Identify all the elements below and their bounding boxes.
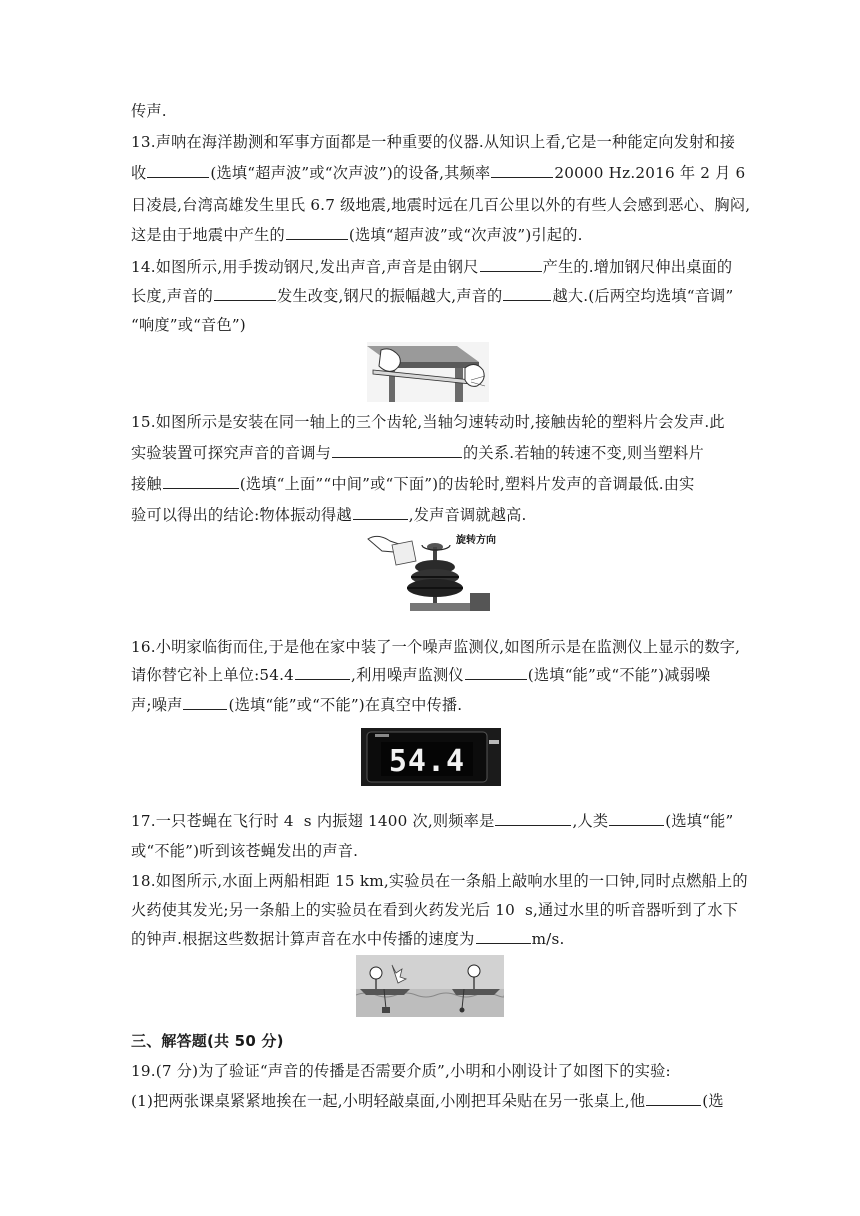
q18-line-1: 18.如图所示,水面上两船相距 15 km,实验员在一条船上敲响水里的一口钟,同时点燃船上的 bbox=[131, 872, 748, 890]
q15-line-4: 验可以得出的结论:物体振动得越 ,发声音调就越高. bbox=[131, 506, 527, 524]
q18-line-2: 火药使其发光;另一条船上的实验员在看到火药发光后 10 s,通过水里的听音器听到了水下 bbox=[131, 901, 739, 919]
answer-blank[interactable] bbox=[465, 664, 527, 680]
q14-line-2: 长度,声音的 发生改变,钢尺的振幅越大,声音的 越大.(后两空均选填“音调” bbox=[131, 287, 734, 305]
answer-blank[interactable] bbox=[503, 285, 551, 301]
rotation-direction-label: 旋转方向 bbox=[456, 535, 496, 546]
q17-line-1: 17.一只苍蝇在飞行时 4 s 内振翅 1400 次,则频率是 ,人类 (选填“能” bbox=[131, 812, 734, 830]
answer-blank[interactable] bbox=[183, 694, 227, 710]
q15-line-2: 实验装置可探究声音的音调与 的关系.若轴的转速不变,则当塑料片 bbox=[131, 444, 704, 462]
answer-blank[interactable] bbox=[295, 664, 350, 680]
answer-blank[interactable] bbox=[163, 473, 239, 489]
answer-blank[interactable] bbox=[495, 810, 571, 826]
q14-line-3: “响度”或“音色”) bbox=[131, 316, 246, 334]
q19-line-2: (1)把两张课桌紧紧地挨在一起,小明轻敲桌面,小刚把耳朵贴在另一张桌上,他 (选 bbox=[131, 1092, 724, 1110]
figure-ruler-on-table bbox=[367, 342, 489, 402]
q15-line-3: 接触 (选填“上面”“中间”或“下面”)的齿轮时,塑料片发声的音调最低.由实 bbox=[131, 475, 695, 493]
q13-line-4: 这是由于地震中产生的 (选填“超声波”或“次声波”)引起的. bbox=[131, 226, 583, 244]
q18-line-3: 的钟声.根据这些数据计算声音在水中传播的速度为 m/s. bbox=[131, 930, 565, 948]
answer-blank[interactable] bbox=[491, 162, 553, 178]
figure-gears bbox=[360, 533, 500, 623]
q13-line-2: 收 (选填“超声波”或“次声波”)的设备,其频率 20000 Hz.2016 年 2 月 6 bbox=[131, 164, 746, 182]
answer-blank[interactable] bbox=[609, 810, 664, 826]
q16-line-3: 声;噪声 (选填“能”或“不能”)在真空中传播. bbox=[131, 696, 463, 714]
answer-blank[interactable] bbox=[646, 1090, 701, 1106]
q16-line-1: 16.小明家临街而住,于是他在家中装了一个噪声监测仪,如图所示是在监测仪上显示的数字, bbox=[131, 638, 741, 656]
answer-blank[interactable] bbox=[286, 224, 348, 240]
figure-two-boats bbox=[356, 955, 504, 1017]
q16-line-2: 请你替它补上单位:54.4 ,利用噪声监测仪 (选填“能”或“不能”)减弱噪 bbox=[131, 666, 711, 684]
previous-answer-tail: 传声. bbox=[131, 102, 167, 120]
q13-line-3: 日凌晨,台湾高雄发生里氏 6.7 级地震,地震时远在几百公里以外的有些人会感到恶心、胸闷, bbox=[131, 196, 751, 214]
section-3-heading: 三、解答题(共 50 分) bbox=[131, 1032, 284, 1050]
answer-blank[interactable] bbox=[214, 285, 276, 301]
q19-line-1: 19.(7 分)为了验证“声音的传播是否需要介质”,小明和小刚设计了如图下的实验: bbox=[131, 1062, 671, 1080]
answer-blank[interactable] bbox=[332, 442, 462, 458]
noise-display-value: 54.4 bbox=[388, 744, 466, 779]
figure-noise-monitor bbox=[361, 728, 501, 786]
q15-line-1: 15.如图所示是安装在同一轴上的三个齿轮,当轴匀速转动时,接触齿轮的塑料片会发声.此 bbox=[131, 413, 725, 431]
answer-blank[interactable] bbox=[476, 928, 531, 944]
answer-blank[interactable] bbox=[353, 504, 408, 520]
answer-blank[interactable] bbox=[480, 256, 542, 272]
q13-line-1: 13.声呐在海洋勘测和军事方面都是一种重要的仪器.从知识上看,它是一种能定向发射和接 bbox=[131, 133, 736, 151]
q14-line-1: 14.如图所示,用手拨动钢尺,发出声音,声音是由钢尺 产生的.增加钢尺伸出桌面的 bbox=[131, 258, 733, 276]
q17-line-2: 或“不能”)听到该苍蝇发出的声音. bbox=[131, 842, 359, 860]
answer-blank[interactable] bbox=[147, 162, 209, 178]
